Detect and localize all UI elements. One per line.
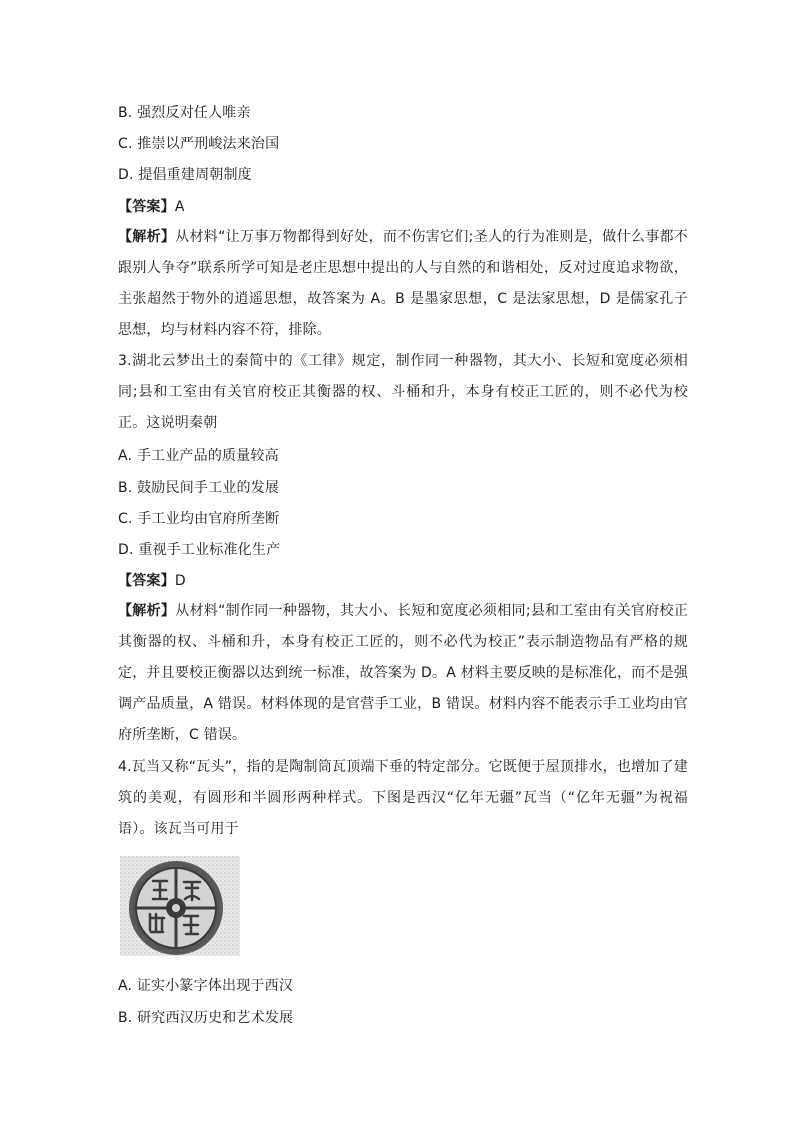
- q3-option-c: C. 手工业均由官府所垄断: [118, 511, 280, 527]
- analysis-tag: 【解析】: [118, 229, 176, 245]
- analysis-text: 从材料“让万事万物都得到好处，而不伤害它们;圣人的行为准则是，做什么事都不跟别人争夺”联系所学可知是老庄思想中提出的人与自然的和谐相处，反对过度追求物欲，主张超然于物外的逍遥思想，故答案为 A。B 是墨家思想，C 是法家思想，D 是儒家孔子思想，均与材料内容不符，排除。: [118, 229, 688, 338]
- answer-value: A: [174, 199, 185, 215]
- answer-value: D: [174, 573, 186, 589]
- q3-analysis: [118, 596, 688, 751]
- q2-option-d: D. 提倡重建周朝制度: [118, 167, 252, 183]
- q3-option-a: A. 手工业产品的质量较高: [118, 448, 279, 464]
- q3-option-b: B. 鼓励民间手工业的发展: [118, 480, 280, 496]
- q3-answer: [118, 572, 186, 590]
- q4-option-a: A. 证实小篆字体出现于西汉: [118, 978, 294, 994]
- answer-tag: 【答案】: [118, 199, 175, 215]
- q3-option-d: D. 重视手工业标准化生产: [118, 542, 281, 558]
- wadang-roof-tile-image: [120, 856, 240, 956]
- q4-option-b: B. 研究西汉历史和艺术发展: [118, 1010, 294, 1026]
- q2-analysis: [118, 222, 688, 346]
- q4-stem: 4.瓦当又称“瓦头”，指的是陶制筒瓦顶端下垂的特定部分。它既便于屋顶排水，也增加了建筑的美观，有圆形和半圆形两种样式。下图是西汉“亿年无疆”瓦当（“亿年无疆”为祝福语）。该瓦当可用于: [118, 759, 688, 837]
- q2-answer: [118, 198, 185, 216]
- analysis-tag: 【解析】: [118, 603, 176, 619]
- q2-option-c: C. 推崇以严刑峻法来治国: [118, 136, 280, 152]
- q3-stem: 3.湖北云梦出土的秦简中的《工律》规定，制作同一种器物，其大小、长短和宽度必须相同;县和工室由有关官府校正其衡器的权、斗桶和升，本身有校正工匠的，则不必代为校正。这说明秦朝: [118, 353, 688, 431]
- q2-option-b: B. 强烈反对任人唯亲: [118, 105, 251, 121]
- answer-tag: 【答案】: [118, 573, 175, 589]
- analysis-text: 从材料“制作同一种器物，其大小、长短和宽度必须相同;县和工室由有关官府校正其衡器的权、斗桶和升，本身有校正工匠的，则不必代为校正”表示制造物品有严格的规定，并且要校正衡器以达到统一标准，故答案为 D。A 材料主要反映的是标准化，而不是强调产品质量，A 错误。材料体现的是官营手工业，B 错误。材料内容不能表示手工业均由官府所垄断，C 错误。: [118, 603, 688, 743]
